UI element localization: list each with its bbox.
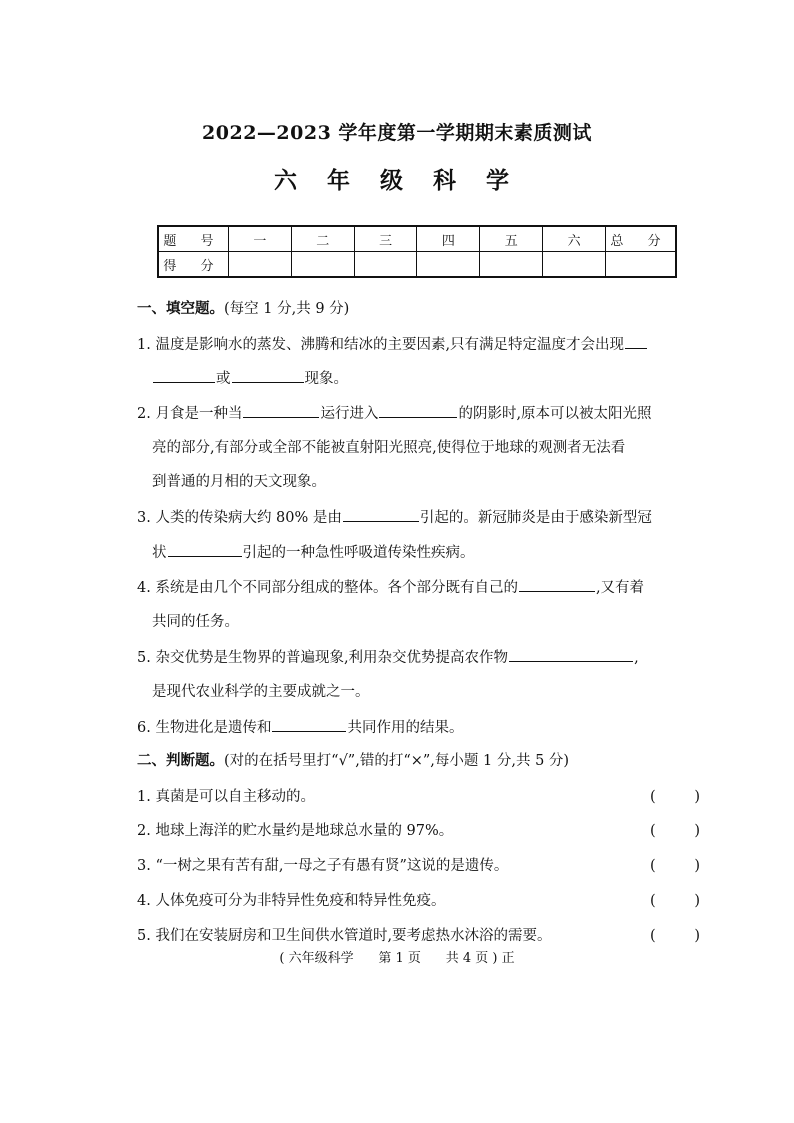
score-cell-header-1: 一 — [229, 226, 292, 252]
answer-blank[interactable] — [168, 541, 242, 557]
answer-blank[interactable] — [272, 716, 346, 732]
score-table-header-row — [158, 226, 676, 252]
score-cell-empty[interactable] — [229, 252, 292, 278]
answer-parentheses[interactable] — [650, 925, 700, 947]
question-2-line-2: 亮的部分,有部分或全部不能被直射阳光照亮,使得位于地球的观测者无法看 — [152, 440, 626, 456]
paren-open: ( — [650, 789, 656, 805]
exam-title: 2022—2023 学年度第一学期期末素质测试 — [202, 122, 592, 144]
judge-item-3: 3. “一树之果有苦有甜,一母之子有愚有贤”这说的是遗传。 — [137, 858, 509, 874]
answer-blank[interactable] — [343, 506, 419, 522]
section2-note: (对的在括号里打“√”,错的打“×”,每小题 1 分,共 5 分) — [224, 753, 570, 769]
paren-open: ( — [650, 893, 656, 909]
question-4-line-1 — [137, 576, 644, 598]
question-1-line-1 — [137, 333, 648, 355]
section1-heading: 一、填空题。 — [137, 301, 224, 317]
paren-close: ) — [694, 789, 700, 805]
answer-blank[interactable] — [232, 367, 304, 383]
judge-item-1: 1. 真菌是可以自主移动的。 — [137, 789, 315, 805]
section2-heading: 二、判断题。 — [137, 753, 224, 769]
paren-open: ( — [650, 858, 656, 874]
score-cell-label-question-number: 题 号 — [158, 226, 229, 252]
question-3-line-2 — [152, 541, 475, 563]
score-cell-label-score: 得 分 — [158, 252, 229, 278]
question-5-text-a: 5. 杂交优势是生物界的普遍现象,利用杂交优势提高农作物 — [137, 650, 509, 666]
score-cell-empty[interactable] — [417, 252, 480, 278]
section1-header — [137, 298, 349, 320]
score-cell-header-total: 总 分 — [606, 226, 677, 252]
score-cell-empty[interactable] — [354, 252, 417, 278]
question-1-text-b: 或 — [216, 371, 231, 387]
answer-blank[interactable] — [379, 402, 457, 418]
answer-parentheses[interactable] — [650, 820, 700, 842]
question-1-line-2 — [152, 367, 348, 389]
judge-item-2: 2. 地球上海洋的贮水量约是地球总水量的 97%。 — [137, 823, 454, 839]
question-2-line-3: 到普通的月相的天文现象。 — [152, 474, 326, 490]
score-cell-header-4: 四 — [417, 226, 480, 252]
paren-close: ) — [694, 893, 700, 909]
question-3-text-c: 状 — [152, 545, 167, 561]
score-cell-header-6: 六 — [543, 226, 606, 252]
question-2-text-a: 2. 月食是一种当 — [137, 406, 243, 422]
question-4-line-2: 共同的任务。 — [152, 614, 239, 630]
section2-header — [137, 750, 569, 772]
question-4-text-a: 4. 系统是由几个不同部分组成的整体。各个部分既有自己的 — [137, 580, 518, 596]
paren-open: ( — [650, 823, 656, 839]
exam-subject-title: 六 年 级 科 学 — [273, 168, 521, 194]
section1-note: (每空 1 分,共 9 分) — [224, 301, 350, 317]
question-6-text-a: 6. 生物进化是遗传和 — [137, 720, 272, 736]
paren-close: ) — [694, 858, 700, 874]
answer-parentheses[interactable] — [650, 890, 700, 912]
paren-close: ) — [694, 823, 700, 839]
answer-blank[interactable] — [519, 576, 595, 592]
answer-blank[interactable] — [243, 402, 319, 418]
answer-blank[interactable] — [153, 367, 215, 383]
question-4-text-b: ,又有着 — [595, 580, 645, 596]
question-3-line-1 — [137, 506, 652, 528]
question-3-text-a: 3. 人类的传染病大约 80% 是由 — [137, 510, 342, 526]
score-table — [157, 225, 677, 278]
question-5-line-2: 是现代农业科学的主要成就之一。 — [152, 684, 370, 700]
score-cell-header-3: 三 — [354, 226, 417, 252]
question-6-text-b: 共同作用的结果。 — [347, 720, 464, 736]
question-1-text-c: 现象。 — [304, 371, 348, 387]
answer-parentheses[interactable] — [650, 855, 700, 877]
answer-blank[interactable] — [509, 646, 633, 662]
answer-blank[interactable] — [625, 333, 647, 349]
score-cell-header-5: 五 — [480, 226, 543, 252]
score-cell-empty[interactable] — [606, 252, 677, 278]
question-3-text-b: 引起的。新冠肺炎是由于感染新型冠 — [419, 510, 652, 526]
question-2-line-1 — [137, 402, 652, 424]
judge-item-5: 5. 我们在安装厨房和卫生间供水管道时,要考虑热水沐浴的需要。 — [137, 928, 552, 944]
score-cell-header-2: 二 — [291, 226, 354, 252]
judge-item-4: 4. 人体免疫可分为非特异性免疫和特异性免疫。 — [137, 893, 446, 909]
score-cell-empty[interactable] — [291, 252, 354, 278]
question-6-line-1 — [137, 716, 463, 738]
score-cell-empty[interactable] — [543, 252, 606, 278]
paren-open: ( — [650, 928, 656, 944]
question-2-text-b: 运行进入 — [320, 406, 379, 422]
question-5-text-b: , — [634, 650, 639, 666]
question-1-text-a: 1. 温度是影响水的蒸发、沸腾和结冰的主要因素,只有满足特定温度才会出现 — [137, 337, 625, 353]
score-cell-empty[interactable] — [480, 252, 543, 278]
question-2-text-c: 的阴影时,原本可以被太阳光照 — [458, 406, 652, 422]
answer-parentheses[interactable] — [650, 786, 700, 808]
question-5-line-1 — [137, 646, 639, 668]
paren-close: ) — [694, 928, 700, 944]
page-footer: ( 六年级科学 第 1 页 共 4 页 ) 正 — [279, 951, 515, 966]
score-table-score-row — [158, 252, 676, 278]
question-3-text-d: 引起的一种急性呼吸道传染性疾病。 — [242, 545, 475, 561]
